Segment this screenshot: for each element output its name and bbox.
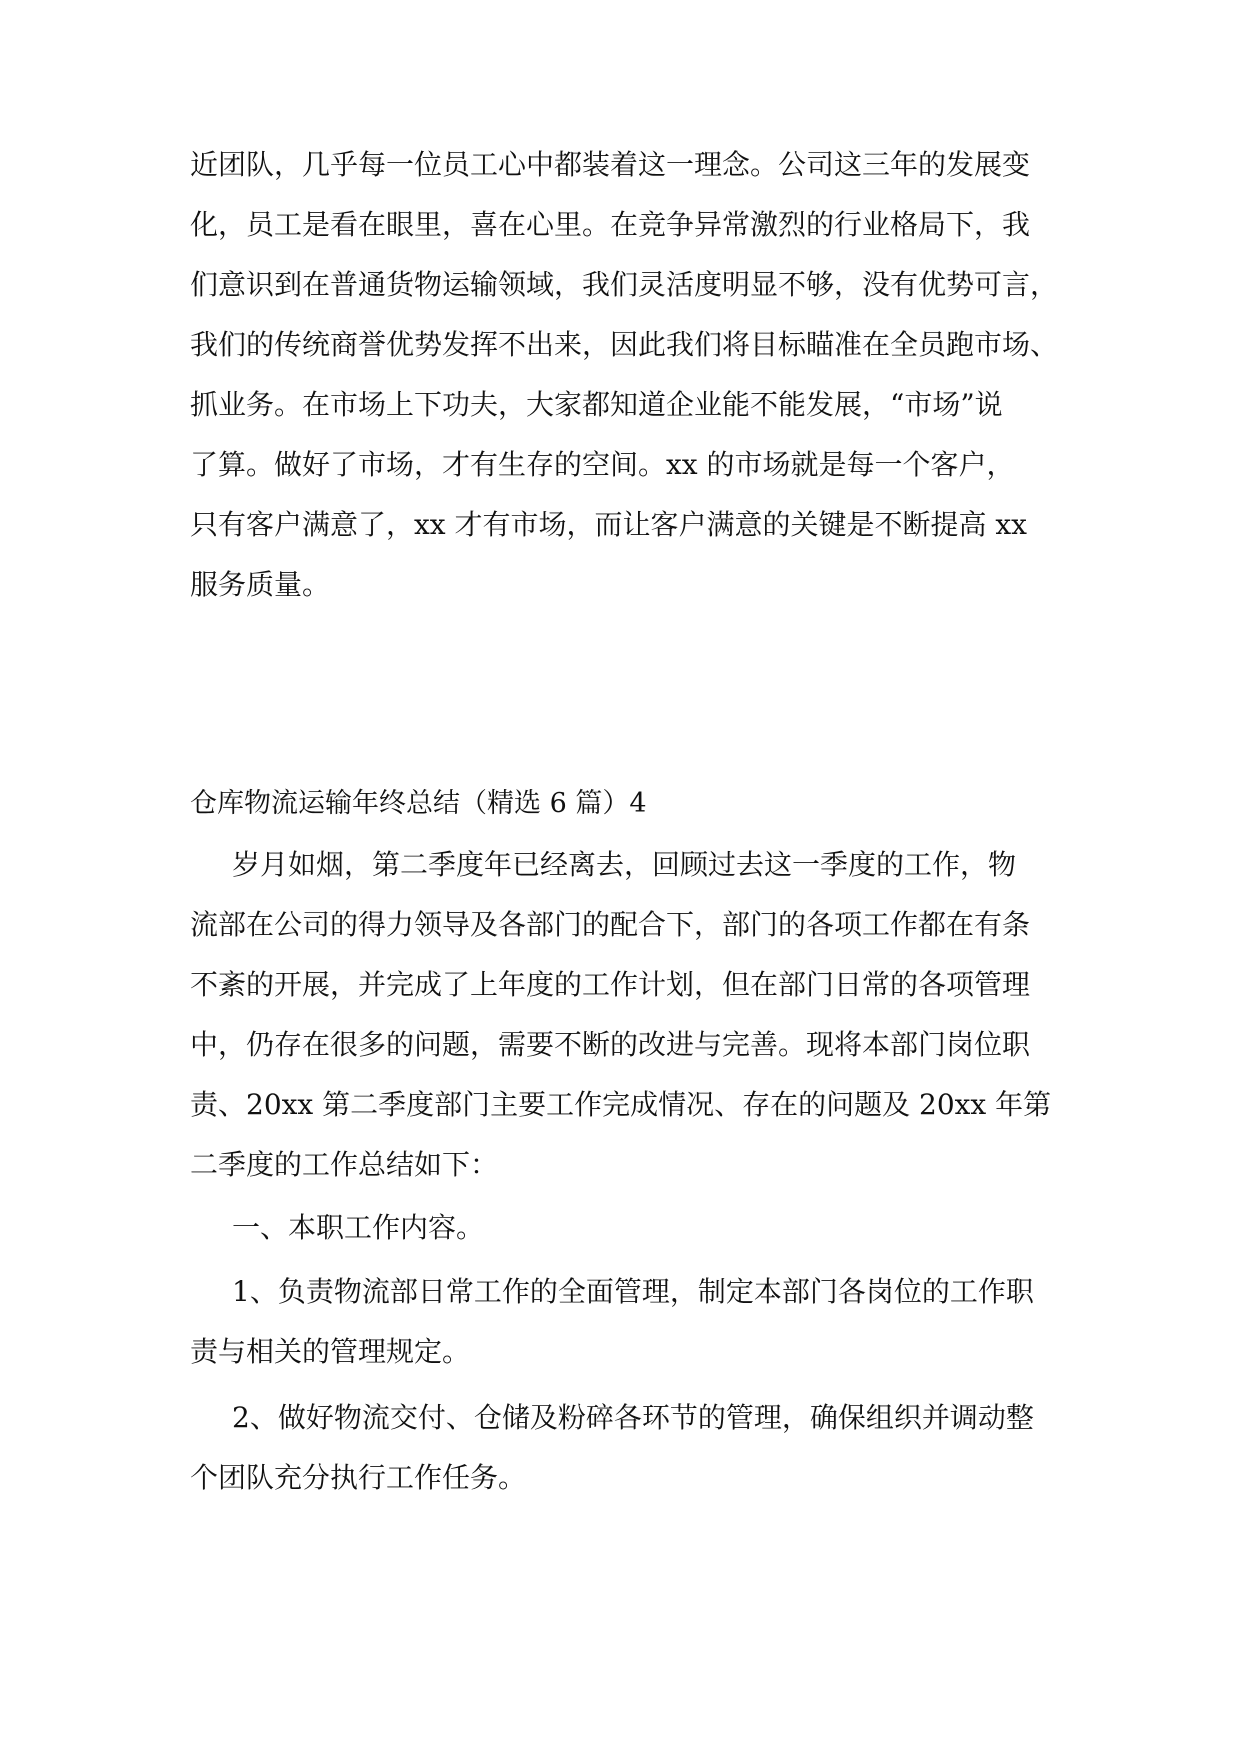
text-line: 化，员工是看在眼里，喜在心里。在竞争异常激烈的行业格局下，我: [190, 208, 1031, 241]
text-line: 流部在公司的得力领导及各部门的配合下，部门的各项工作都在有条: [190, 908, 1031, 941]
text-line: 2、做好物流交付、仓储及粉碎各环节的管理，确保组织并调动整: [232, 1401, 1034, 1434]
text-line: 不紊的开展，并完成了上年度的工作计划，但在部门日常的各项管理: [190, 968, 1031, 1001]
text-line: 了算。做好了市场，才有生存的空间。xx 的市场就是每一个客户，: [190, 448, 1015, 481]
text-line: 责、20xx 第二季度部门主要工作完成情况、存在的问题及 20xx 年第: [190, 1088, 1052, 1121]
text-line: 我们的传统商誉优势发挥不出来，因此我们将目标瞄准在全员跑市场、: [190, 328, 1059, 361]
text-line: 服务质量。: [190, 568, 331, 601]
text-line: 近团队，几乎每一位员工心中都装着这一理念。公司这三年的发展变: [190, 148, 1031, 181]
text-line: 抓业务。在市场上下功夫，大家都知道企业能不能发展，“市场”说: [190, 388, 1003, 421]
text-line: 二季度的工作总结如下：: [190, 1148, 499, 1181]
text-line: 们意识到在普通货物运输领域，我们灵活度明显不够，没有优势可言，: [190, 268, 1059, 301]
section-title: 仓库物流运输年终总结（精选 6 篇）4: [190, 788, 647, 819]
text-line: 只有客户满意了，xx 才有市场，而让客户满意的关键是不断提高 xx: [190, 508, 1027, 541]
item-heading: 一、本职工作内容。: [232, 1211, 485, 1244]
text-line: 责与相关的管理规定。: [190, 1335, 471, 1368]
text-line: 中，仍存在很多的问题，需要不断的改进与完善。现将本部门岗位职: [190, 1028, 1031, 1061]
text-line: 岁月如烟，第二季度年已经离去，回顾过去这一季度的工作，物: [232, 848, 1017, 881]
text-line: 1、负责物流部日常工作的全面管理，制定本部门各岗位的工作职: [232, 1275, 1034, 1308]
text-line: 个团队充分执行工作任务。: [190, 1461, 527, 1494]
